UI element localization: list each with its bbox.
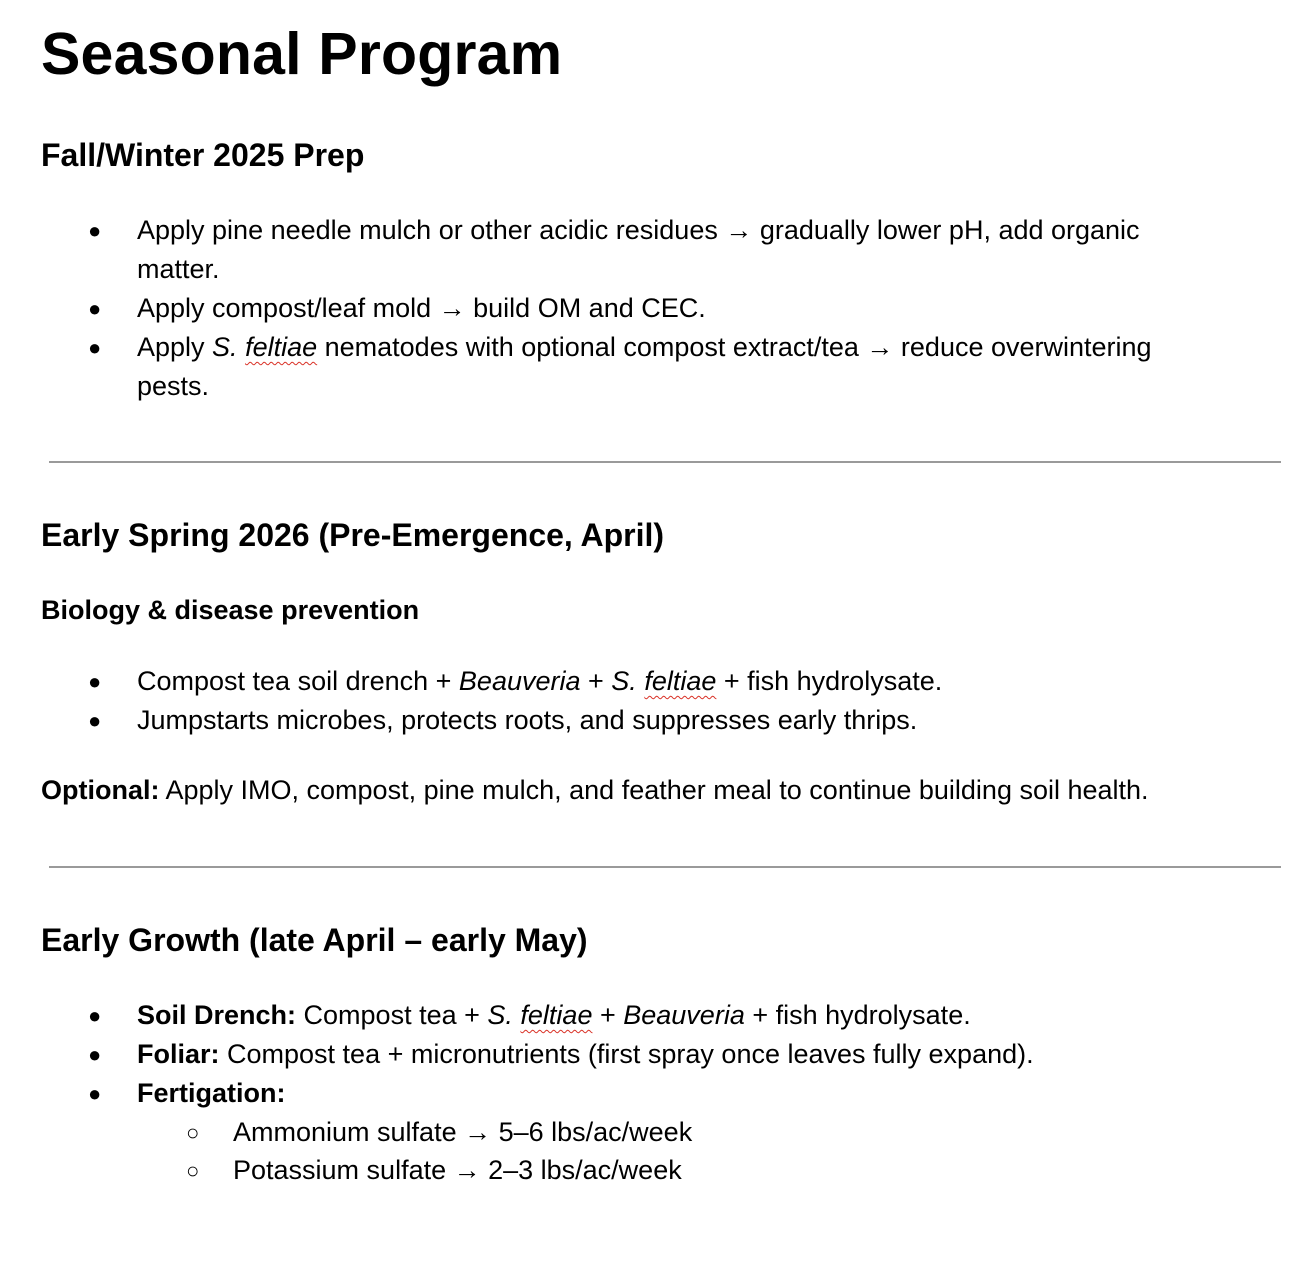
early-spring-heading: Early Spring 2026 (Pre-Emergence, April) bbox=[41, 517, 665, 553]
spring-item-1 bbox=[137, 662, 942, 701]
bullet-icon: ● bbox=[88, 1042, 102, 1067]
fall-item-3-line-2: pests. bbox=[137, 371, 210, 401]
bullet-icon: ● bbox=[88, 296, 102, 321]
species-name-italic: S. bbox=[487, 1000, 521, 1030]
bullet-icon: ● bbox=[88, 1003, 102, 1028]
fall-item-1-line-1: Apply pine needle mulch or other acidic residues → gradually lower pH, add organic bbox=[137, 215, 1140, 245]
fall-item-3-line-1 bbox=[137, 328, 1152, 367]
spring-item-1-post: + fish hydrolysate. bbox=[716, 666, 943, 696]
bullet-icon: ● bbox=[88, 218, 102, 243]
document-title: Seasonal Program bbox=[41, 21, 563, 87]
species-name-italic: Beauveria bbox=[458, 666, 581, 696]
fertigation-sub-item-ammonium: Ammonium sulfate → 5–6 lbs/ac/week bbox=[233, 1117, 693, 1147]
growth-item-soil-drench bbox=[137, 996, 971, 1035]
species-name-italic: Beauveria bbox=[623, 1000, 745, 1030]
hollow-bullet-icon: ○ bbox=[186, 1120, 200, 1145]
growth-item-foliar bbox=[137, 1035, 1034, 1074]
spellcheck-flagged-word: feltiae bbox=[520, 1000, 593, 1030]
spellcheck-flagged-word: feltiae bbox=[644, 666, 717, 696]
bullet-icon: ● bbox=[88, 669, 102, 694]
bullet-icon: ● bbox=[88, 708, 102, 733]
optional-paragraph bbox=[41, 771, 1149, 810]
optional-label: Optional: bbox=[41, 775, 160, 805]
biology-subheading: Biology & disease prevention bbox=[41, 595, 420, 625]
bullet-icon: ● bbox=[88, 1081, 102, 1106]
species-name-italic: S. bbox=[611, 666, 645, 696]
soil-drench-mid: + bbox=[592, 1000, 624, 1030]
optional-text: Apply IMO, compost, pine mulch, and feather meal to continue building soil health. bbox=[159, 775, 1149, 805]
bullet-icon: ● bbox=[88, 335, 102, 360]
horizontal-divider bbox=[49, 866, 1281, 868]
soil-drench-pre: Compost tea + bbox=[296, 1000, 488, 1030]
early-growth-heading: Early Growth (late April – early May) bbox=[41, 922, 588, 958]
foliar-text: Compost tea + micronutrients (first spray once leaves fully expand). bbox=[219, 1039, 1034, 1069]
species-name-italic: S. bbox=[212, 332, 246, 362]
soil-drench-post: + fish hydrolysate. bbox=[744, 1000, 971, 1030]
fall-item-3-post: nematodes with optional compost extract/tea → reduce overwintering bbox=[317, 332, 1152, 362]
hollow-bullet-icon: ○ bbox=[186, 1158, 200, 1183]
fall-winter-heading: Fall/Winter 2025 Prep bbox=[41, 137, 365, 173]
fertigation-label: Fertigation: bbox=[137, 1078, 286, 1108]
spring-item-1-pre: Compost tea soil drench + bbox=[137, 666, 459, 696]
foliar-label: Foliar: bbox=[137, 1039, 220, 1069]
spring-item-2: Jumpstarts microbes, protects roots, and suppresses early thrips. bbox=[137, 705, 918, 735]
spring-item-1-mid: + bbox=[580, 666, 612, 696]
fall-item-2: Apply compost/leaf mold → build OM and CEC. bbox=[137, 293, 706, 323]
horizontal-divider bbox=[49, 461, 1281, 463]
fall-item-1-line-2: matter. bbox=[137, 254, 220, 284]
fertigation-sub-item-potassium: Potassium sulfate → 2–3 lbs/ac/week bbox=[233, 1155, 682, 1185]
growth-item-fertigation bbox=[137, 1074, 286, 1113]
soil-drench-label: Soil Drench: bbox=[137, 1000, 297, 1030]
spellcheck-flagged-word: feltiae bbox=[245, 332, 318, 362]
fall-item-3-pre: Apply bbox=[137, 332, 213, 362]
